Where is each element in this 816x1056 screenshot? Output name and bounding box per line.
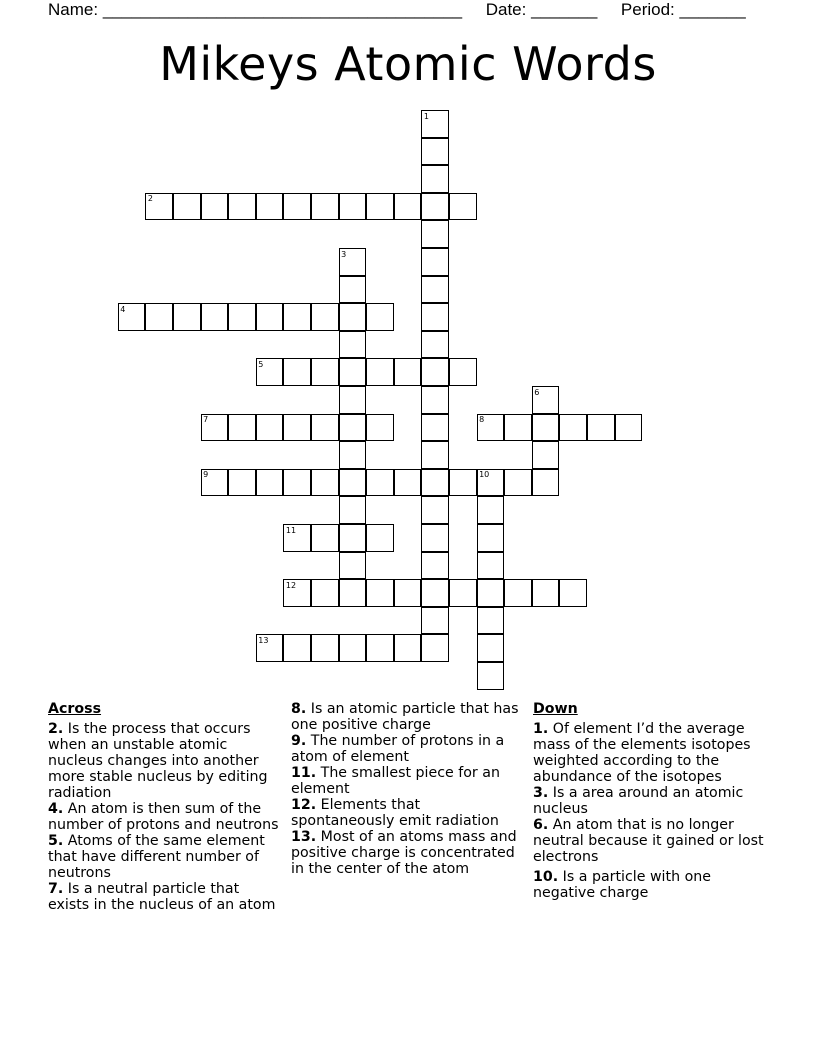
crossword-cell[interactable] — [366, 303, 394, 331]
clue-number-label: 11. — [291, 765, 317, 781]
clue-number-label: 7. — [48, 881, 64, 897]
crossword-cell[interactable] — [339, 552, 367, 580]
across-clue: 7. Is a neutral particle that exists in the nucleus of an atom — [48, 881, 276, 913]
crossword-cell[interactable] — [366, 358, 394, 386]
crossword-cell[interactable] — [421, 276, 449, 304]
date-line[interactable]: _______ — [531, 0, 598, 19]
crossword-cell[interactable] — [311, 579, 339, 607]
crossword-cell[interactable] — [394, 579, 422, 607]
across-clue: 9. The number of protons in a atom of element — [291, 733, 505, 765]
crossword-cell[interactable] — [449, 579, 477, 607]
crossword-cell[interactable] — [477, 662, 505, 690]
crossword-cell[interactable] — [421, 248, 449, 276]
crossword-cell[interactable] — [394, 358, 422, 386]
crossword-cell[interactable] — [339, 193, 367, 221]
crossword-cell[interactable] — [228, 414, 256, 442]
clue-number: 1 — [423, 111, 429, 121]
clue-number-label: 3. — [533, 785, 549, 801]
crossword-cell[interactable] — [201, 193, 229, 221]
crossword-cell[interactable] — [504, 579, 532, 607]
crossword-cell[interactable] — [339, 441, 367, 469]
crossword-cell[interactable] — [339, 496, 367, 524]
crossword-cell[interactable] — [366, 634, 394, 662]
crossword-cell[interactable] — [228, 469, 256, 497]
crossword-cell[interactable] — [421, 193, 449, 221]
crossword-cell[interactable] — [256, 469, 284, 497]
crossword-cell[interactable] — [421, 414, 449, 442]
crossword-cell[interactable] — [559, 579, 587, 607]
crossword-cell[interactable] — [311, 634, 339, 662]
crossword-cell[interactable] — [339, 331, 367, 359]
across-clue: 13. Most of an atoms mass and positive charge is concentrated in the center of the atom — [291, 829, 517, 877]
clue-number: 5 — [258, 359, 264, 369]
crossword-cell[interactable] — [366, 524, 394, 552]
crossword-cell[interactable] — [283, 634, 311, 662]
name-line[interactable]: ______________________________________ — [102, 0, 463, 19]
crossword-cell[interactable] — [421, 496, 449, 524]
down-clue: 1. Of element I’d the average mass of the elements isotopes weighted according to the abundance of the isotopes — [533, 721, 751, 785]
crossword-cell[interactable] — [559, 414, 587, 442]
clue-number: 11 — [285, 525, 297, 535]
crossword-cell[interactable] — [421, 138, 449, 166]
clue-number-label: 2. — [48, 721, 64, 737]
crossword-cell[interactable] — [421, 552, 449, 580]
crossword-cell[interactable] — [421, 358, 449, 386]
crossword-cell[interactable] — [587, 414, 615, 442]
crossword-cell[interactable] — [421, 634, 449, 662]
crossword-cell[interactable] — [311, 358, 339, 386]
crossword-cell[interactable] — [311, 469, 339, 497]
across-clue: 4. An atom is then sum of the number of protons and neutrons — [48, 801, 279, 833]
clue-number: 9 — [203, 470, 209, 480]
across-clue: 5. Atoms of the same element that have different number of neutrons — [48, 833, 265, 881]
crossword-cell[interactable] — [366, 579, 394, 607]
crossword-cell[interactable] — [283, 469, 311, 497]
across-heading: Across — [48, 701, 102, 717]
across-clue: 2. Is the process that occurs when an unstable atomic nucleus changes into another more stable nucleus by editing radiation — [48, 721, 268, 801]
across-column-1 — [48, 701, 284, 913]
crossword-cell[interactable] — [173, 193, 201, 221]
crossword-cell[interactable] — [421, 165, 449, 193]
period-line[interactable]: _______ — [679, 0, 746, 19]
name-label: Name: — [48, 0, 99, 19]
crossword-cell[interactable] — [283, 303, 311, 331]
crossword-cell[interactable] — [366, 414, 394, 442]
crossword-cell[interactable] — [339, 524, 367, 552]
crossword-cell[interactable] — [339, 579, 367, 607]
crossword-cell[interactable] — [421, 607, 449, 635]
across-column-2 — [291, 701, 527, 877]
crossword-cell[interactable] — [311, 193, 339, 221]
crossword-cell[interactable] — [504, 414, 532, 442]
crossword-cell[interactable] — [394, 634, 422, 662]
crossword-cell[interactable] — [477, 552, 505, 580]
crossword-cell[interactable] — [339, 469, 367, 497]
crossword-cell[interactable] — [311, 303, 339, 331]
crossword-cell[interactable] — [421, 331, 449, 359]
crossword-cell[interactable] — [421, 386, 449, 414]
across-clue: 12. Elements that spontaneously emit radiation — [291, 797, 499, 829]
crossword-cell[interactable] — [256, 303, 284, 331]
crossword-cell[interactable] — [339, 276, 367, 304]
clue-number-label: 8. — [291, 701, 307, 717]
crossword-cell[interactable] — [421, 220, 449, 248]
crossword-cell[interactable] — [477, 634, 505, 662]
down-column — [533, 701, 769, 901]
clue-number: 8 — [479, 415, 485, 425]
across-clue: 8. Is an atomic particle that has one positive charge — [291, 701, 519, 733]
crossword-cell[interactable] — [532, 579, 560, 607]
crossword-cell[interactable] — [532, 441, 560, 469]
clue-number: 6 — [534, 387, 540, 397]
crossword-cell[interactable] — [256, 193, 284, 221]
crossword-cell[interactable] — [145, 303, 173, 331]
page-title: Mikeys Atomic Words — [159, 37, 657, 91]
crossword-cell[interactable] — [283, 193, 311, 221]
down-clue: 6. An atom that is no longer neutral because it gained or lost electrons — [533, 817, 764, 865]
clue-number: 2 — [147, 194, 153, 204]
clue-number-label: 12. — [291, 797, 317, 813]
crossword-cell[interactable] — [339, 386, 367, 414]
crossword-cell[interactable] — [449, 193, 477, 221]
clue-number-label: 4. — [48, 801, 64, 817]
crossword-cell[interactable] — [339, 358, 367, 386]
crossword-cell[interactable] — [449, 358, 477, 386]
crossword-cell[interactable] — [339, 414, 367, 442]
crossword-cell[interactable] — [228, 193, 256, 221]
crossword-cell[interactable] — [477, 524, 505, 552]
clue-number-label: 9. — [291, 733, 307, 749]
crossword-cell[interactable] — [256, 414, 284, 442]
crossword-cell[interactable] — [421, 441, 449, 469]
down-clue: 3. Is a area around an atomic nucleus — [533, 785, 744, 817]
crossword-cell[interactable] — [339, 634, 367, 662]
crossword-cell[interactable] — [366, 193, 394, 221]
crossword-cell[interactable] — [477, 607, 505, 635]
clue-number-label: 10. — [533, 869, 559, 885]
crossword-cell[interactable] — [504, 469, 532, 497]
clue-number: 3 — [341, 249, 347, 259]
clue-number: 7 — [203, 415, 209, 425]
crossword-cell[interactable] — [615, 414, 643, 442]
crossword-cell[interactable] — [394, 193, 422, 221]
across-clue: 11. The smallest piece for an element — [291, 765, 500, 797]
crossword-cell[interactable] — [394, 469, 422, 497]
clue-number-label: 5. — [48, 833, 64, 849]
clue-number-label: 6. — [533, 817, 549, 833]
clue-number: 12 — [285, 580, 297, 590]
clue-number: 4 — [120, 304, 126, 314]
crossword-cell[interactable] — [449, 469, 477, 497]
crossword-cell[interactable] — [532, 469, 560, 497]
clue-number-label: 1. — [533, 721, 549, 737]
crossword-cell[interactable] — [283, 358, 311, 386]
crossword-cell[interactable] — [421, 469, 449, 497]
crossword-cell[interactable] — [339, 303, 367, 331]
crossword-cell[interactable] — [311, 414, 339, 442]
crossword-cell[interactable] — [366, 469, 394, 497]
crossword-cell[interactable] — [201, 303, 229, 331]
clue-number: 10 — [479, 470, 490, 480]
crossword-cell[interactable] — [421, 524, 449, 552]
down-heading: Down — [533, 701, 578, 717]
down-clue: 10. Is a particle with one negative charge — [533, 869, 711, 901]
crossword-cell[interactable] — [283, 414, 311, 442]
clue-number: 13 — [258, 635, 269, 645]
crossword-cell[interactable] — [477, 579, 505, 607]
date-label: Date: — [485, 0, 527, 19]
crossword-cell[interactable] — [421, 303, 449, 331]
crossword-cell[interactable] — [228, 303, 256, 331]
crossword-cell[interactable] — [532, 414, 560, 442]
crossword-cell[interactable] — [477, 496, 505, 524]
crossword-cell[interactable] — [421, 579, 449, 607]
period-label: Period: — [620, 0, 675, 19]
crossword-cell[interactable] — [173, 303, 201, 331]
crossword-cell[interactable] — [311, 524, 339, 552]
clue-number-label: 13. — [291, 829, 317, 845]
